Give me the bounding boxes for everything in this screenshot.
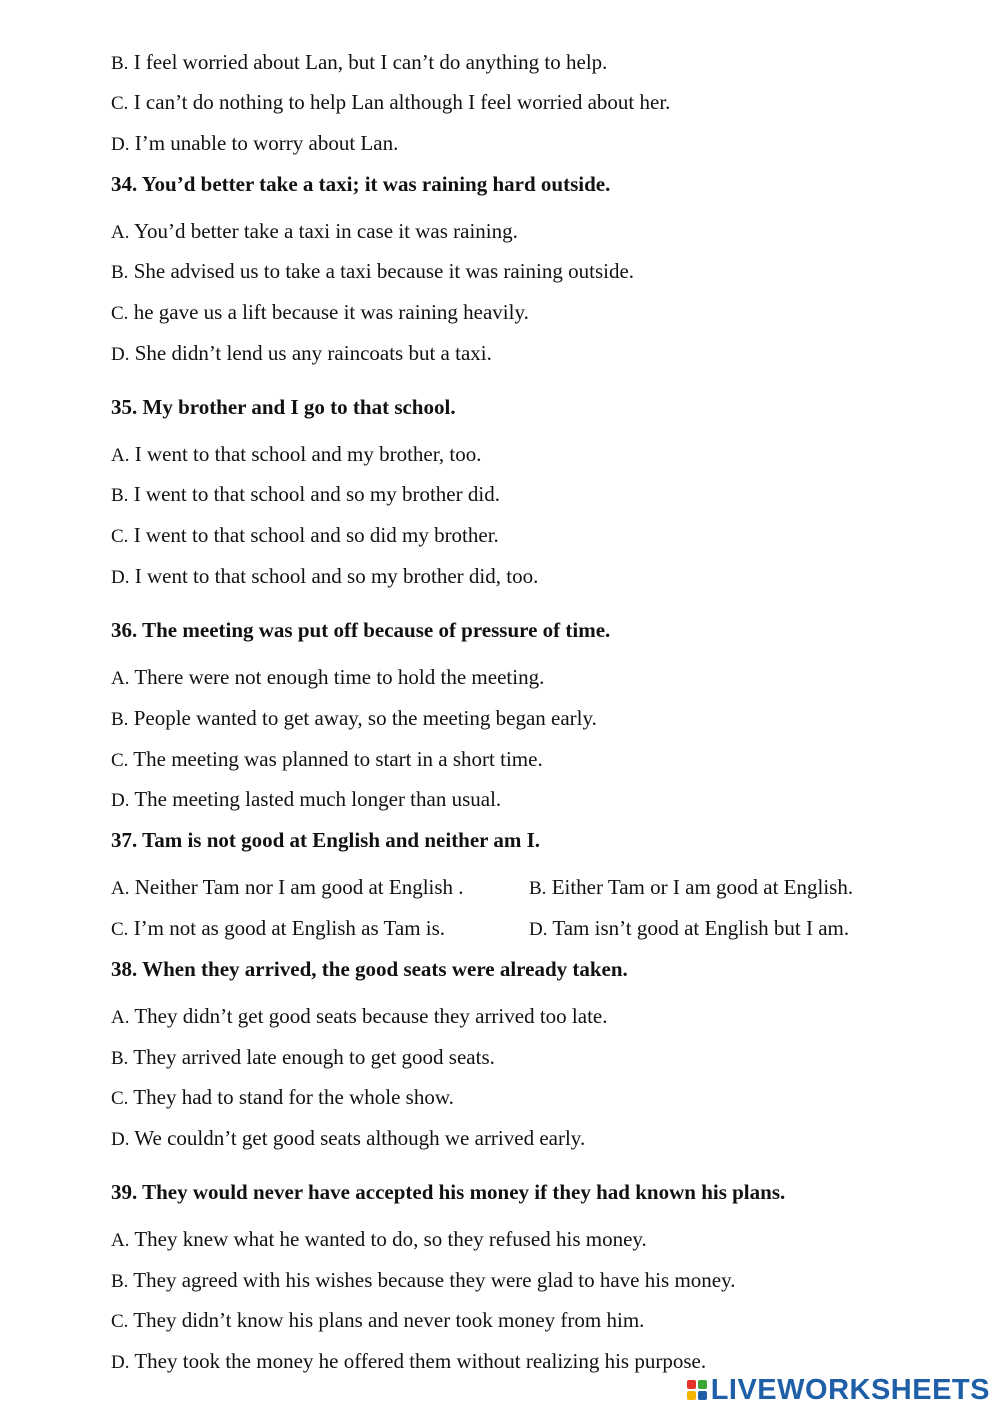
q33-option-b: [111, 49, 607, 77]
question-37-title: 37. Tam is not good at English and neither am I.: [111, 828, 541, 852]
option-text: I’m unable to worry about Lan.: [129, 131, 399, 155]
q35-option-b: [111, 481, 500, 509]
q34-option-a: [111, 218, 518, 246]
q34-option-c: [111, 299, 529, 327]
q37-option-a: [111, 874, 464, 902]
liveworksheets-logo: [687, 1372, 990, 1408]
q38-option-d: [111, 1125, 585, 1153]
option-letter: A.: [111, 878, 130, 899]
option-text: They didn’t get good seats because they arrived too late.: [129, 1004, 608, 1028]
q37-option-b: [529, 874, 853, 902]
q38-option-b: [111, 1044, 495, 1072]
option-letter: D.: [529, 919, 548, 940]
option-text: he gave us a lift because it was raining heavily.: [128, 300, 529, 324]
option-text: She advised us to take a taxi because it was raining outside.: [128, 259, 635, 283]
option-letter: D.: [111, 344, 130, 365]
question-35-title: 35. My brother and I go to that school.: [111, 395, 456, 419]
option-text: They agreed with his wishes because they were glad to have his money.: [128, 1268, 736, 1292]
option-text: They knew what he wanted to do, so they refused his money.: [129, 1227, 647, 1251]
option-text: Tam isn’t good at English but I am.: [547, 916, 850, 940]
q39-option-b: [111, 1267, 736, 1295]
option-text: The meeting lasted much longer than usual.: [129, 787, 502, 811]
option-text: Either Tam or I am good at English.: [546, 875, 854, 899]
option-letter: B.: [529, 878, 547, 899]
q35-option-d: [111, 563, 538, 591]
option-letter: C.: [111, 526, 129, 547]
option-letter: D.: [111, 1352, 130, 1373]
option-text: They arrived late enough to get good seats.: [128, 1045, 495, 1069]
q34-option-b: [111, 258, 634, 286]
option-letter: C.: [111, 1088, 129, 1109]
option-text: You’d better take a taxi in case it was raining.: [129, 219, 518, 243]
option-letter: C.: [111, 93, 129, 114]
option-text: I went to that school and so my brother did.: [128, 482, 500, 506]
q34-option-d: [111, 340, 492, 368]
q33-option-d: [111, 130, 398, 158]
option-letter: B.: [111, 53, 129, 74]
logo-mark-icon: [687, 1380, 707, 1400]
option-text: People wanted to get away, so the meeting began early.: [128, 706, 597, 730]
option-letter: D.: [111, 790, 130, 811]
option-letter: A.: [111, 445, 130, 466]
q35-option-a: [111, 441, 482, 469]
option-letter: C.: [111, 750, 129, 771]
q37-option-d: [529, 915, 849, 943]
option-text: I went to that school and so did my brother.: [128, 523, 499, 547]
q36-option-b: [111, 705, 597, 733]
option-text: There were not enough time to hold the meeting.: [129, 665, 545, 689]
option-letter: A.: [111, 668, 130, 689]
option-text: They had to stand for the whole show.: [128, 1085, 454, 1109]
option-letter: A.: [111, 1230, 130, 1251]
q39-option-d: [111, 1348, 706, 1376]
q38-option-c: [111, 1084, 454, 1112]
question-39-title: 39. They would never have accepted his money if they had known his plans.: [111, 1180, 786, 1204]
option-letter: C.: [111, 1311, 129, 1332]
option-letter: A.: [111, 1007, 130, 1028]
option-text: I can’t do nothing to help Lan although I feel worried about her.: [128, 90, 671, 114]
q36-option-a: [111, 664, 544, 692]
logo-text: LIVEWORKSHEETS: [710, 1373, 990, 1406]
q39-option-c: [111, 1307, 644, 1335]
option-letter: B.: [111, 1271, 129, 1292]
option-letter: B.: [111, 485, 129, 506]
option-text: She didn’t lend us any raincoats but a taxi.: [129, 341, 492, 365]
option-text: I feel worried about Lan, but I can’t do anything to help.: [128, 50, 608, 74]
q39-option-a: [111, 1226, 647, 1254]
option-letter: B.: [111, 262, 129, 283]
option-letter: B.: [111, 1048, 129, 1069]
q36-option-c: [111, 746, 543, 774]
option-text: They didn’t know his plans and never took money from him.: [128, 1308, 645, 1332]
question-36-title: 36. The meeting was put off because of pressure of time.: [111, 618, 611, 642]
option-letter: D.: [111, 567, 130, 588]
option-letter: A.: [111, 222, 130, 243]
q33-option-c: [111, 89, 670, 117]
option-text: They took the money he offered them without realizing his purpose.: [129, 1349, 707, 1373]
option-text: Neither Tam nor I am good at English .: [129, 875, 464, 899]
option-text: The meeting was planned to start in a short time.: [128, 747, 543, 771]
q38-option-a: [111, 1003, 607, 1031]
q37-option-c: [111, 915, 445, 943]
option-text: I’m not as good at English as Tam is.: [128, 916, 446, 940]
q36-option-d: [111, 786, 501, 814]
q35-option-c: [111, 522, 499, 550]
option-text: I went to that school and my brother, too.: [129, 442, 482, 466]
option-text: We couldn’t get good seats although we arrived early.: [129, 1126, 586, 1150]
question-38-title: 38. When they arrived, the good seats were already taken.: [111, 957, 628, 981]
question-34-title: 34. You’d better take a taxi; it was raining hard outside.: [111, 172, 611, 196]
option-letter: B.: [111, 709, 129, 730]
option-letter: D.: [111, 1129, 130, 1150]
option-letter: C.: [111, 919, 129, 940]
option-letter: D.: [111, 134, 130, 155]
option-text: I went to that school and so my brother did, too.: [129, 564, 539, 588]
option-letter: C.: [111, 303, 129, 324]
